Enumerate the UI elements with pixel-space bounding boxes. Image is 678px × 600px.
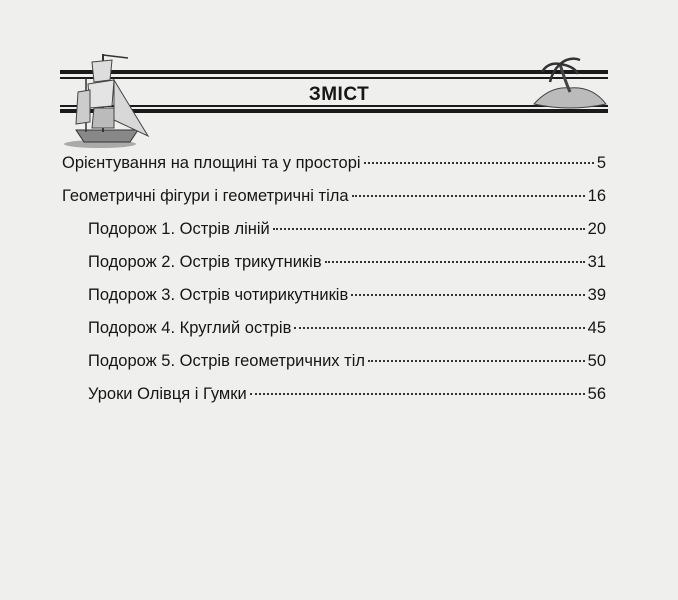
toc-leader-dots [364,162,594,164]
toc-entry-label: Подорож 3. Острів чотирикутників [88,286,349,304]
toc-leader-dots [351,294,584,296]
toc-leader-dots [273,228,585,230]
toc-entry-label: Орієнтування на площині та у просторі [62,154,361,172]
toc-entry [62,253,606,286]
toc-entry-page: 50 [587,352,606,370]
toc-entry [62,385,606,418]
toc-entry-page: 5 [596,154,606,172]
toc-entry-page: 20 [587,220,606,238]
toc-entry [62,187,606,220]
toc-entry [62,154,606,187]
toc-entry-label: Подорож 1. Острів ліній [88,220,270,238]
toc-leader-dots [250,393,585,395]
toc-entry-label: Уроки Олівця і Гумки [88,385,247,403]
toc-entry-page: 31 [587,253,606,271]
toc-entry-label: Подорож 4. Круглий острів [88,319,292,337]
table-of-contents [62,154,606,418]
toc-entry [62,220,606,253]
toc-entry [62,286,606,319]
toc-entry-label: Подорож 2. Острів трикутників [88,253,322,271]
toc-entry [62,319,606,352]
toc-leader-dots [294,327,584,329]
toc-entry-page: 56 [587,385,606,403]
page-title: ЗМІСТ [308,84,370,105]
toc-leader-dots [352,195,585,197]
toc-entry-page: 39 [587,286,606,304]
toc-entry-page: 16 [587,187,606,205]
toc-entry-page: 45 [587,319,606,337]
toc-entry-label: Геометричні фігури і геометричні тіла [62,187,349,205]
toc-leader-dots [368,360,585,362]
toc-entry-label: Подорож 5. Острів геометричних тіл [88,352,365,370]
toc-entry [62,352,606,385]
toc-leader-dots [325,261,585,263]
